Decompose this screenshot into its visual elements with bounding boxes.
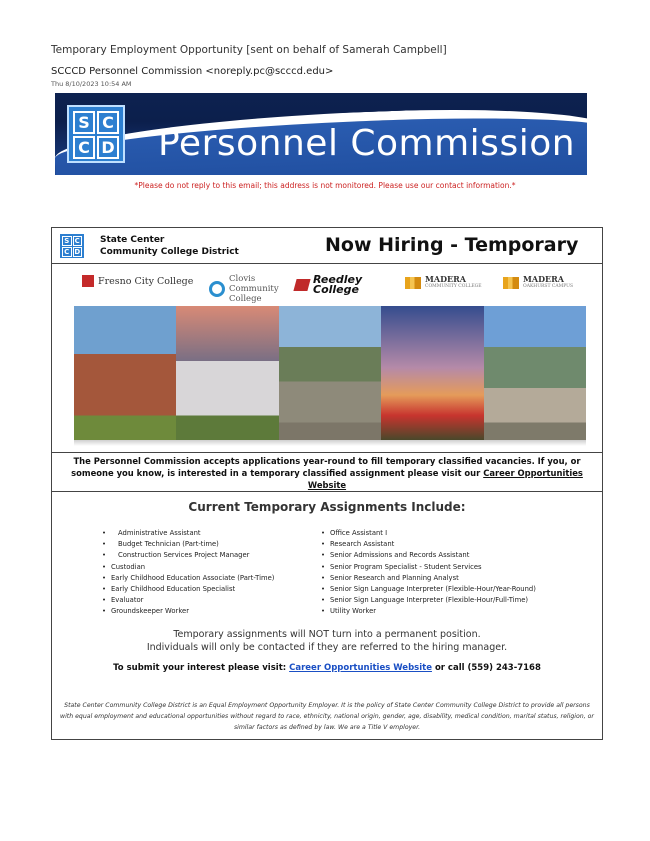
no-reply-notice: *Please do not reply to this email; this address is not monitored. Please use our contact information.* <box>134 181 516 190</box>
assignments-list-left <box>102 528 322 618</box>
oakhurst-campus-photo <box>484 306 586 443</box>
list-item: • Office Assistant I <box>321 528 591 539</box>
assignments-list-right <box>321 528 591 618</box>
reedley-name-line2: College <box>313 283 359 296</box>
madera-name: MADERA <box>425 274 466 284</box>
clovis-name-line3: College <box>229 294 262 304</box>
clovis-campus-photo <box>176 306 278 443</box>
submit-interest-line <box>52 663 602 673</box>
list-item: • Early Childhood Education Specialist <box>102 584 322 595</box>
list-item: • Evaluator <box>102 595 322 606</box>
intro-text: The Personnel Commission accepts applications year-round to fill temporary classified vacancies. If you, or someone you know, is interested in a temporary classified assignment please visit our <box>71 456 581 478</box>
clovis-name-line1: Clovis <box>229 274 256 284</box>
district-name-line2: Community College District <box>100 247 239 257</box>
reedley-college-name <box>313 275 362 295</box>
list-item: • Research Assistant <box>321 539 591 550</box>
job-flyer <box>51 227 603 740</box>
eeo-statement: State Center Community College District is an Equal Employment Opportunity Employer. It is the policy of State Center Community College District to provide all persons with equal employment and educational opportunities without regard to race, ethnicity, national origin, gender, age, disability, medical condition, marital status, religion, or similar factors as defined by law. We are a Title V employer. <box>60 702 594 731</box>
scccd-logo <box>67 105 125 163</box>
fresno-campus-photo <box>74 306 176 443</box>
list-item: • Custodian <box>102 562 322 573</box>
logo-letter: D <box>74 248 81 256</box>
email-sender[interactable]: SCCCD Personnel Commission <noreply.pc@scccd.edu> <box>51 66 334 77</box>
banner-title: Personnel Commission <box>158 123 576 164</box>
submit-prefix: To submit your interest please visit: <box>113 663 287 673</box>
list-item: • Construction Services Project Manager <box>102 550 322 561</box>
list-item: • Early Childhood Education Associate (Part-Time) <box>102 573 322 584</box>
email-date: Thu 8/10/2023 10:54 AM <box>51 80 132 88</box>
logo-letter: D <box>97 136 119 159</box>
reedley-emblem-icon <box>293 279 310 291</box>
madera-subtitle: COMMUNITY COLLEGE <box>425 284 482 289</box>
career-opportunities-website-link[interactable]: Career Opportunities Website <box>289 663 432 673</box>
district-name <box>100 234 239 258</box>
fresno-city-college-logo <box>82 275 193 287</box>
personnel-commission-banner <box>55 93 587 175</box>
fresno-emblem-icon <box>82 275 94 287</box>
assignment-note <box>52 628 602 654</box>
assignments-title: Current Temporary Assignments Include: <box>188 500 466 514</box>
list-item: • Senior Sign Language Interpreter (Flexible-Hour/Full-Time) <box>321 595 591 606</box>
list-item: • Groundskeeper Worker <box>102 606 322 617</box>
reedley-college-logo <box>295 275 362 295</box>
campus-photo-strip <box>74 306 586 443</box>
logo-letter: C <box>73 136 95 159</box>
list-item: • Senior Sign Language Interpreter (Flexible-Hour/Year-Round) <box>321 584 591 595</box>
madera-oakhurst-logo <box>503 275 573 291</box>
clovis-name-line2: Community <box>229 284 279 294</box>
submit-suffix: or call (559) 243-7168 <box>434 663 541 673</box>
college-logos <box>52 265 602 303</box>
madera-emblem-icon <box>405 277 421 289</box>
madera-oakhurst-title: MADERA <box>523 274 564 284</box>
reedley-name-line1: Reedley <box>313 273 363 286</box>
fresno-city-college-name: Fresno City College <box>98 275 194 287</box>
career-opportunities-link[interactable]: Career Opportunities Website <box>307 468 583 490</box>
district-name-line1: State Center <box>100 235 165 245</box>
madera-college-name <box>425 275 482 291</box>
email-subject: Temporary Employment Opportunity [sent on behalf of Samerah Campbell] <box>51 44 447 56</box>
clovis-emblem-icon <box>209 281 225 297</box>
madera-campus-photo <box>381 306 483 443</box>
list-item: • Senior Admissions and Records Assistant <box>321 550 591 561</box>
assignment-note-line2: Individuals will only be contacted if they are referred to the hiring manager. <box>146 642 508 653</box>
list-item: • Senior Program Specialist - Student Services <box>321 562 591 573</box>
madera-community-college-logo <box>405 275 482 291</box>
assignment-note-line1: Temporary assignments will NOT turn into a permanent position. <box>173 629 481 640</box>
madera-oakhurst-subtitle: OAKHURST CAMPUS <box>523 284 574 289</box>
reedley-campus-photo <box>279 306 381 443</box>
madera-oakhurst-name <box>523 275 573 291</box>
logo-letter: C <box>97 111 119 134</box>
list-item: • Administrative Assistant <box>102 528 322 539</box>
flyer-header <box>52 228 602 264</box>
now-hiring-headline: Now Hiring - Temporary <box>325 234 579 256</box>
logo-letter: S <box>62 236 72 246</box>
district-logo <box>60 234 84 258</box>
logo-letter: S <box>73 111 95 134</box>
intro-paragraph <box>52 452 602 492</box>
list-item: • Budget Technician (Part-time) <box>102 539 322 550</box>
madera-oakhurst-emblem-icon <box>503 277 519 289</box>
list-item: • Senior Research and Planning Analyst <box>321 573 591 584</box>
clovis-college-name <box>229 274 279 304</box>
photo-strip-shadow <box>74 440 586 446</box>
list-item: • Utility Worker <box>321 606 591 617</box>
logo-letter: C <box>73 236 83 246</box>
clovis-college-logo <box>209 274 279 304</box>
logo-letter: C <box>62 247 72 257</box>
